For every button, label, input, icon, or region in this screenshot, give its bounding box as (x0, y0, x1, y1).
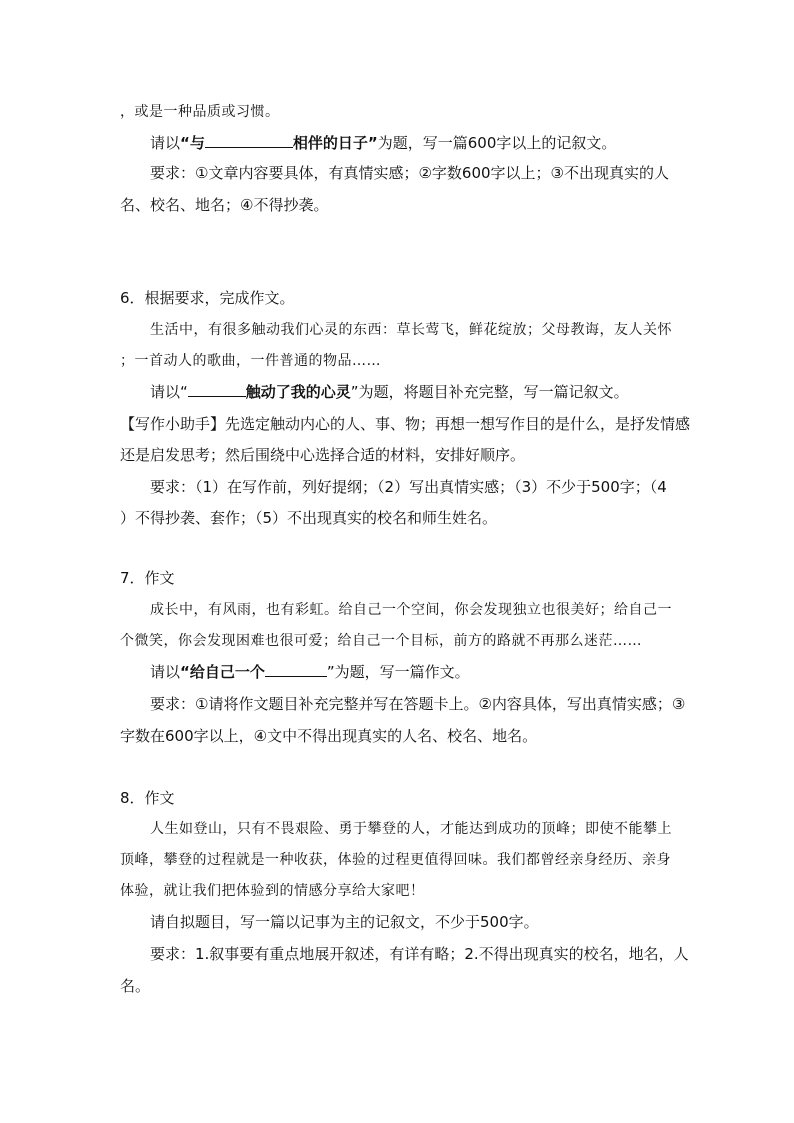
q5-material-tail: ，或是一种品质或习惯。 (120, 104, 280, 120)
q8-prompt: 请自拟题目，写一篇以记事为主的记叙文，不少于500字。 (150, 913, 539, 931)
q5-requirements-line2: 名、校名、地名；④不得抄袭。 (120, 196, 329, 214)
q6-requirements-line1: 要求：（1）在写作前，列好提纲；（2）写出真情实感；（3）不少于500字；（4 (150, 478, 667, 496)
q7-prompt-post: ”为题，写一篇作文。 (326, 663, 470, 681)
q5-prompt-pre: 请以 (150, 134, 181, 152)
q8-title: 8．作文 (120, 789, 175, 807)
q6-material-line1: 生活中，有很多触动我们心灵的东西：草长莺飞，鲜花绽放；父母教诲，友人关怀 (150, 322, 672, 338)
q5-title-blank[interactable] (205, 133, 293, 148)
q7-prompt-title: “给自己一个 (180, 663, 265, 681)
q6-material-line2: ；一首动人的歌曲，一件普通的物品…… (120, 353, 381, 369)
q7-requirements-line1: 要求：①请将作文题目补充完整并写在答题卡上。②内容具体，写出真情实感；③ (150, 695, 686, 713)
q6-prompt-pre: 请以“ (150, 383, 188, 401)
q7-title-blank[interactable] (265, 662, 327, 677)
q8-material-line3: 体验，就让我们把体验到的情感分享给大家吧！ (120, 883, 425, 899)
q7-title: 7．作文 (120, 569, 175, 587)
q6-helper-line1: 【写作小助手】先选定触动内心的人、事、物；再想一想写作目的是什么，是抒发情感 (120, 415, 691, 433)
q5-prompt-post: 为题，写一篇600字以上的记叙文。 (377, 134, 617, 152)
q8-requirements-line1: 要求：1.叙事要有重点地展开叙述，有详有略；2.不得出现真实的校名，地名，人 (150, 945, 689, 963)
q8-requirements-line2: 名。 (120, 977, 151, 995)
q7-prompt (150, 662, 680, 682)
q5-prompt-title-a: “与 (180, 134, 205, 152)
q6-prompt-title: 触动了我的心灵 (245, 383, 351, 401)
q6-prompt-post: ”为题，将题目补充完整，写一篇记叙文。 (350, 383, 629, 401)
q6-requirements-line2: ）不得抄袭、套作；（5）不出现真实的校名和师生姓名。 (120, 509, 498, 527)
q7-prompt-pre: 请以 (150, 663, 181, 681)
q7-material-line1: 成长中，有风雨，也有彩虹。给自己一个空间，你会发现独立也很美好；给自己一 (150, 602, 672, 618)
q5-prompt-title-b: 相伴的日子” (292, 134, 378, 152)
q7-material-line2: 个微笑，你会发现困难也很可爱；给自己一个目标，前方的路就不再那么迷茫…… (120, 633, 642, 649)
q5-prompt (150, 133, 680, 153)
q5-requirements-line1: 要求：①文章内容要具体，有真情实感；②字数600字以上；③不出现真实的人 (150, 164, 669, 182)
q6-prompt (150, 382, 680, 402)
q8-material-line2: 顶峰，攀登的过程就是一种收获，体验的过程更值得回味。我们都曾经亲身经历、亲身 (120, 852, 671, 868)
q8-material-line1: 人生如登山，只有不畏艰险、勇于攀登的人，才能达到成功的顶峰；即使不能攀上 (150, 821, 672, 837)
q6-helper-line2: 还是启发思考；然后围绕中心选择合适的材料，安排好顺序。 (120, 446, 526, 464)
q6-title: 6．根据要求，完成作文。 (120, 289, 295, 307)
q7-requirements-line2: 字数在600字以上，④文中不得出现真实的人名、校名、地名。 (120, 727, 538, 745)
q6-title-blank[interactable] (188, 382, 246, 397)
